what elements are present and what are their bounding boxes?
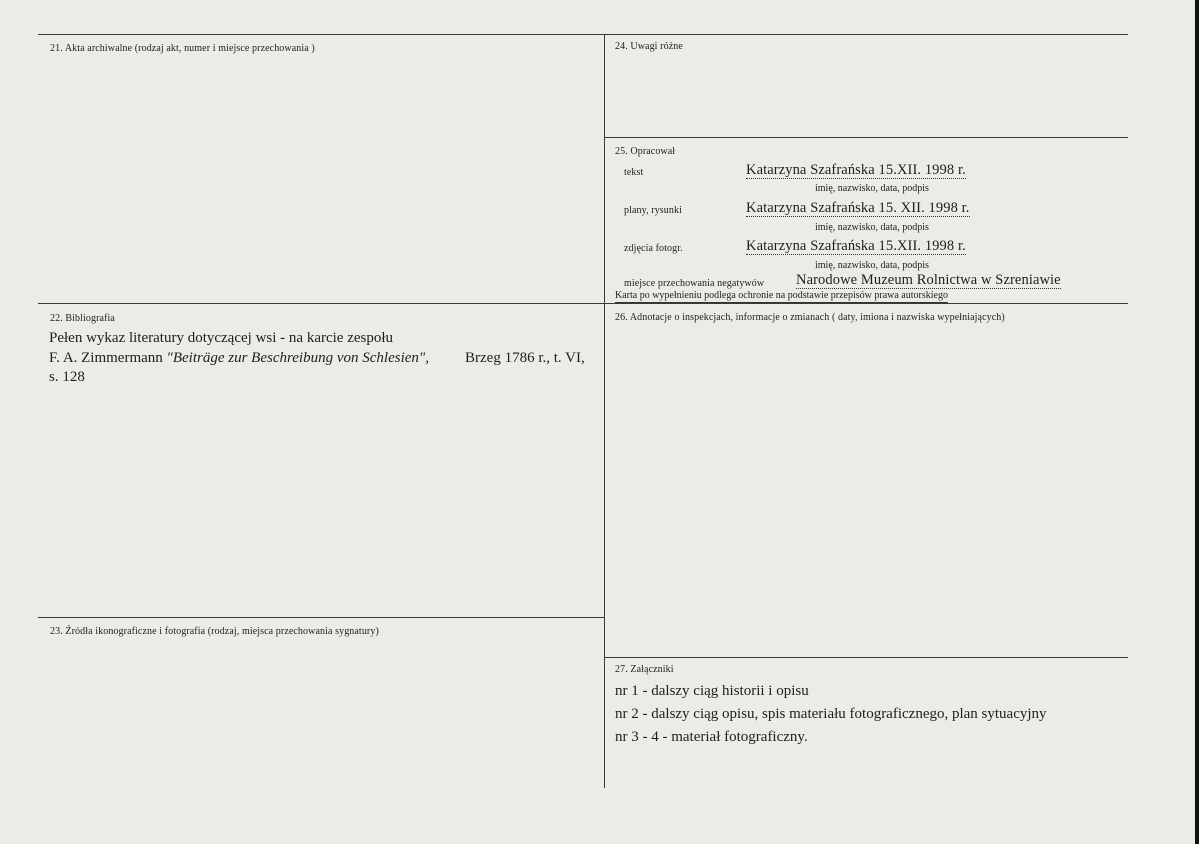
attachment-item-1: nr 1 - dalszy ciąg historii i opisu	[615, 683, 809, 699]
attachment-item-3: nr 3 - 4 - materiał fotograficzny.	[615, 729, 808, 745]
negatywy-value: Narodowe Muzeum Rolnictwa w Szreniawie	[796, 272, 1061, 288]
tekst-signature: Katarzyna Szafrańska 15.XII. 1998 r.	[746, 162, 966, 178]
section-22-label: 22. Bibliografia	[50, 313, 115, 324]
rule-26-27	[604, 657, 1128, 658]
bibliography-line-2-end: Brzeg 1786 r., t. VI,	[465, 350, 585, 366]
bibliography-line-2	[49, 350, 429, 367]
section-24-label: 24. Uwagi różne	[615, 41, 683, 52]
tekst-label: tekst	[624, 167, 644, 178]
copyright-note: Karta po wypełnieniu podlega ochronie na podstawie przepisów prawa autorskiego	[615, 290, 948, 301]
bibliography-line-1: Pełen wykaz literatury dotyczącej wsi - na karcie zespołu	[49, 330, 394, 346]
top-rule	[38, 34, 1128, 35]
plany-label: plany, rysunki	[624, 205, 682, 216]
section-21-label: 21. Akta archiwalne (rodzaj akt, numer i miejsce przechowania )	[50, 43, 315, 54]
section-27-label: 27. Załączniki	[615, 664, 674, 675]
rule-25-26	[604, 303, 1128, 304]
section-25-label: 25. Opracował	[615, 146, 676, 157]
tekst-caption: imię, nazwisko, data, podpis	[815, 183, 929, 194]
rule-22-23	[38, 617, 604, 618]
section-26-label: 26. Adnotacje o inspekcjach, informacje o zmianach ( daty, imiona i nazwiska wypełniających)	[615, 312, 1005, 323]
section-23-label: 23. Źródła ikonograficzne i fotografia (rodzaj, miejsca przechowania sygnatury)	[50, 626, 379, 637]
zdjecia-signature: Katarzyna Szafrańska 15.XII. 1998 r.	[746, 238, 966, 254]
zdjecia-caption: imię, nazwisko, data, podpis	[815, 260, 929, 271]
plany-caption: imię, nazwisko, data, podpis	[815, 222, 929, 233]
bibliography-title: "Beiträge zur Beschreibung von Schlesien",	[166, 350, 429, 366]
zdjecia-label: zdjęcia fotogr.	[624, 243, 683, 254]
rule-21-22	[38, 303, 604, 304]
attachment-item-2: nr 2 - dalszy ciąg opisu, spis materiału fotograficznego, plan sytuacyjny	[615, 706, 1047, 722]
bibliography-author: F. A. Zimmermann	[49, 350, 167, 366]
bibliography-line-3: s. 128	[49, 369, 85, 385]
plany-signature: Katarzyna Szafrańska 15. XII. 1998 r.	[746, 200, 970, 216]
negatywy-label: miejsce przechowania negatywów	[624, 278, 765, 289]
center-divider	[604, 34, 605, 788]
rule-24-25	[604, 137, 1128, 138]
scan-edge	[1195, 0, 1199, 844]
